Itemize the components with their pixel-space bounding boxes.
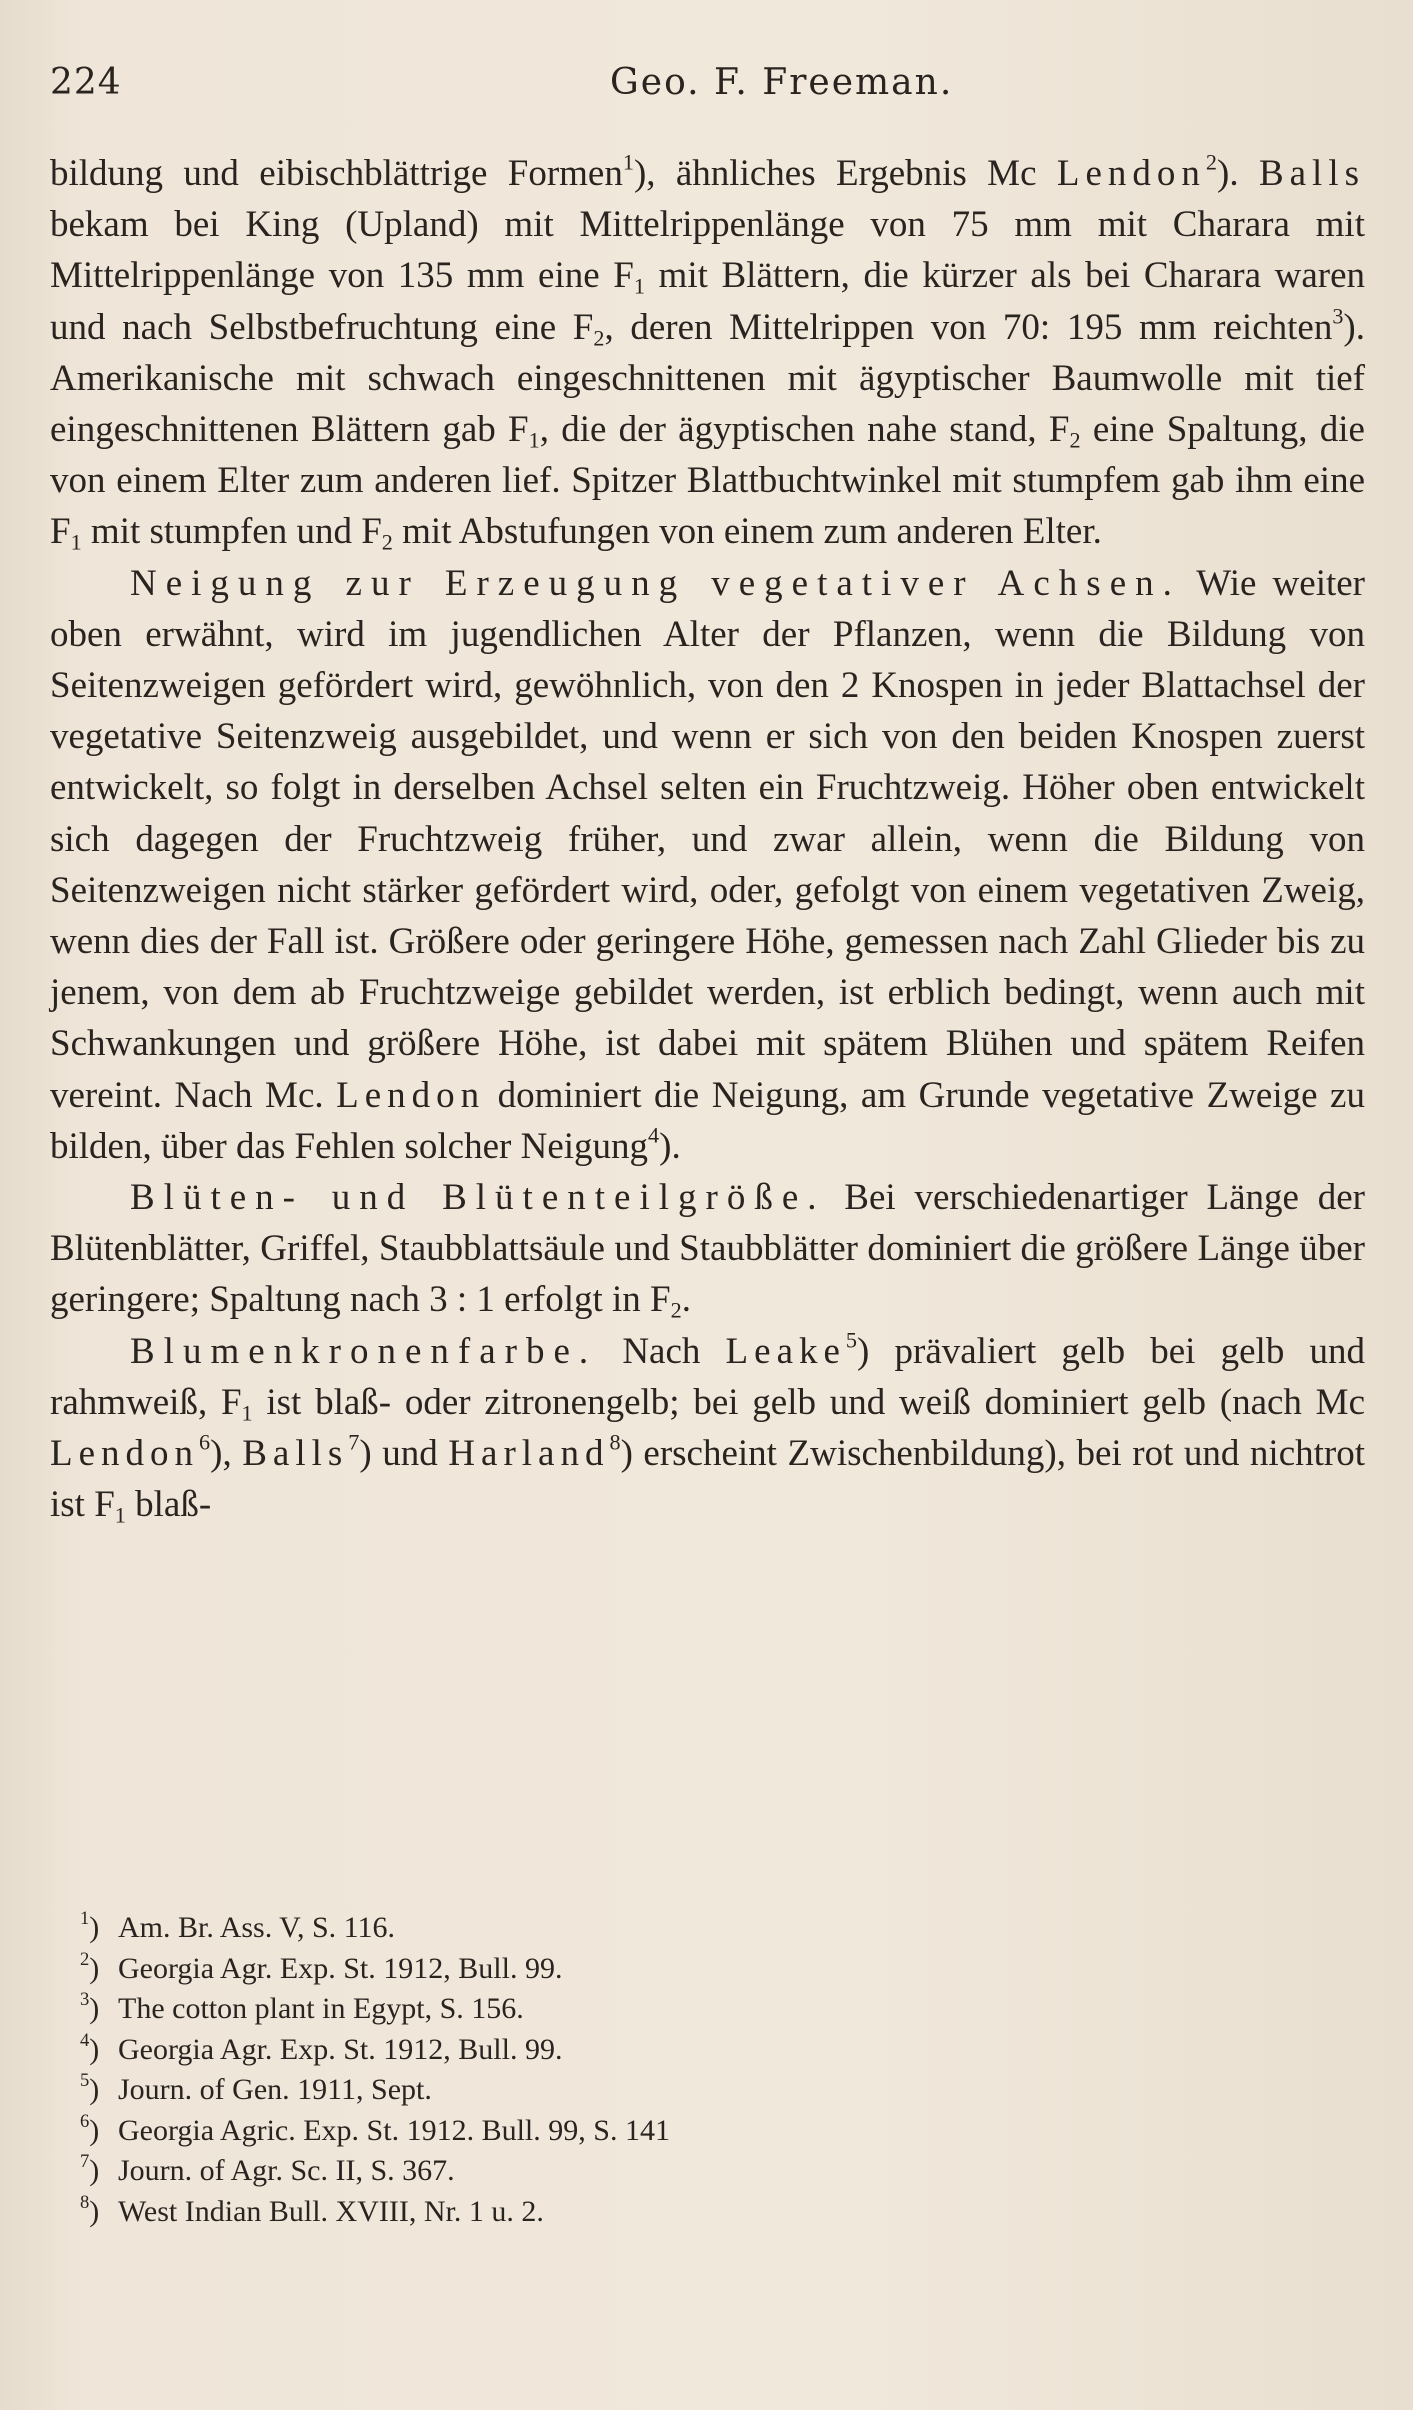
text-run: eine Spaltung, die von einem Elter zum anderen lief. Spitzer Blattbuchtwinkel mit stumpfem gab ihm eine F — [50, 409, 1365, 553]
footnote-text: Georgia Agr. Exp. St. 1912, Bull. 99. — [118, 2032, 563, 2066]
footnote-number: 7 — [80, 2150, 90, 2172]
subscript: 1 — [114, 1502, 126, 1528]
page-number: 224 — [50, 62, 122, 103]
text-run: dominiert die Neigung, am Grunde vegetative Zweige zu bilden, über das Fehlen solcher Neigung — [50, 1074, 1365, 1167]
author-name: Balls — [242, 1433, 349, 1475]
text-run: ). — [659, 1125, 681, 1167]
paragraph-corolla-color — [50, 1326, 1365, 1531]
author-name: Leake — [725, 1330, 846, 1372]
footnote: $^7$) Journ. of Agr. Sc. II, S. 367. — [80, 2150, 455, 2187]
footnote-text: Journ. of Agr. Sc. II, S. 367. — [118, 2154, 455, 2187]
footnote-ref: 1 — [622, 149, 634, 175]
footnote-text: Georgia Agr. Exp. St. 1912, Bull. 99. — [118, 1951, 563, 1985]
paragraph-flower-size — [50, 1172, 1365, 1326]
paragraph-leaf-shape — [50, 148, 1365, 558]
footnote: $^2$) Georgia Agr. Exp. St. 1912, Bull. 99. — [80, 1948, 563, 1985]
page-header — [50, 62, 1340, 122]
body-text — [50, 148, 1365, 1530]
text-run: , die der ägyptischen nahe stand, F — [539, 409, 1070, 451]
text-run: ) erscheint Zwischenbildung), bei rot und nichtrot ist F — [50, 1433, 1366, 1526]
footnote-ref: 3 — [1332, 303, 1344, 329]
footnote-number: 4 — [80, 2029, 90, 2051]
section-heading: Neigung zur Erzeugung vegetativer Achsen. — [130, 562, 1181, 604]
paragraph-vegetative-axes — [50, 558, 1365, 1172]
footnote-text: Journ. of Gen. 1911, Sept. — [118, 2073, 432, 2106]
footnote-number: 6 — [80, 2110, 90, 2132]
author-name: Balls — [1258, 153, 1365, 194]
text-run: Wie weiter oben erwähnt, wird im jugendlichen Alter der Pflanzen, wenn die Bildung von Seitenzweigen gefördert wird, gewöhnlich, von den 2 Knospen in jeder Blattachsel der vegetative Seitenzweig ausgebildet, und wenn er sich von den beiden Knospen zuerst entwickelt, so folgt in derselben Achsel selten ein Fruchtzweig. Höher oben entwickelt sich dagegen der Fruchtzweig früher, und zwar allein, wenn die Bildung von Seitenzweigen nicht stärker gefördert wird, oder, gefolgt von einem vegetativen Zweig, wenn dies der Fall ist. Größere oder geringere Höhe, gemessen nach Zahl Glieder bis zu jenem, von dem ab Fruchtzweige gebildet werden, ist erblich bedingt, wenn auch mit Schwankungen und größere Höhe, ist dabei mit spätem Blühen und spätem Reifen vereint. Nach Mc. — [50, 562, 1365, 1116]
footnote-text: Georgia Agric. Exp. St. 1912. Bull. 99, S. 141 — [118, 2113, 670, 2147]
footnotes — [80, 1908, 1330, 2232]
subscript: 1 — [70, 530, 82, 556]
footnote-text: West Indian Bull. XVIII, Nr. 1 u. 2. — [118, 2194, 544, 2228]
footnote-text: Am. Br. Ass. V, S. 116. — [118, 1911, 396, 1944]
footnote-number: 2 — [80, 1948, 90, 1970]
author-name: Harland — [448, 1433, 610, 1475]
text-run: Nach — [597, 1330, 726, 1372]
text-run: ) prävaliert gelb bei gelb und rahmweiß, F — [50, 1330, 1365, 1423]
subscript: 1 — [633, 274, 645, 300]
footnote-ref: 6 — [199, 1429, 211, 1455]
footnote-number: 3 — [80, 1988, 90, 2010]
text-run: ), — [210, 1433, 243, 1475]
author-name: Lendon — [1056, 153, 1206, 194]
subscript: 2 — [593, 325, 605, 351]
subscript: 1 — [528, 427, 540, 453]
subscript: 1 — [241, 1400, 253, 1426]
footnote: $^6$) Georgia Agric. Exp. St. 1912. Bull. 99, S. 141 — [80, 2110, 670, 2147]
footnote-ref: 5 — [845, 1327, 858, 1353]
footnote: $^5$) Journ. of Gen. 1911, Sept. — [80, 2069, 432, 2106]
footnote-ref: 4 — [648, 1122, 660, 1148]
text-run: mit Abstufungen von einem zum anderen Elter. — [392, 511, 1102, 553]
text-run: ) und — [359, 1433, 449, 1475]
running-title: Geo. F. Freeman. — [610, 62, 954, 103]
footnote: $^8$) West Indian Bull. XVIII, Nr. 1 u. 2. — [80, 2191, 544, 2228]
text-run: bildung und eibischblättrige Formen — [50, 153, 623, 194]
footnote: $^1$) Am. Br. Ass. V, S. 116. — [80, 1907, 396, 1944]
footnote: $^4$) Georgia Agr. Exp. St. 1912, Bull. 99. — [80, 2029, 563, 2066]
author-name: Lendon — [50, 1433, 200, 1475]
subscript: 2 — [381, 530, 393, 556]
text-run: ), ähnliches Ergebnis Mc — [633, 153, 1057, 194]
footnote-number: 1 — [80, 1907, 90, 1929]
text-run: ). — [1217, 153, 1259, 194]
footnote-ref: 7 — [348, 1429, 360, 1455]
text-run: , deren Mittelrippen von 70: 195 mm reichten — [604, 306, 1333, 348]
footnote-number: 5 — [80, 2069, 90, 2091]
text-run: . — [681, 1279, 691, 1321]
text-run: bekam bei King (Upland) mit Mittelrippenlänge von 75 mm mit Charara mit Mittelrippenlänge von 135 mm eine F — [50, 204, 1365, 297]
subscript: 2 — [1069, 427, 1081, 453]
subscript: 2 — [670, 1298, 682, 1324]
text-run: blaß- — [125, 1484, 212, 1526]
text-run: mit stumpfen und F — [81, 511, 382, 553]
footnote-ref: 8 — [609, 1429, 621, 1455]
footnote-number: 8 — [80, 2191, 90, 2213]
section-heading: Blüten- und Blütenteilgröße. — [130, 1177, 826, 1219]
text-run: Bei verschiedenartiger Länge der Blütenblätter, Griffel, Staubblattsäule und Staubblätter dominiert die größere Länge über geringere; Spaltung nach 3 : 1 erfolgt in F — [50, 1177, 1365, 1321]
footnote-ref: 2 — [1205, 149, 1217, 175]
footnote-text: The cotton plant in Egypt, S. 156. — [118, 1992, 524, 2025]
text-run: ist blaß- oder zitronengelb; bei gelb und weiß dominiert gelb (nach Mc — [252, 1381, 1365, 1423]
section-heading: Blumenkronenfarbe. — [130, 1330, 598, 1372]
footnote: $^3$) The cotton plant in Egypt, S. 156. — [80, 1988, 524, 2025]
author-name: Lendon — [336, 1074, 486, 1116]
text-run: mit Blättern, die kürzer als bei Charara waren und nach Selbstbefruchtung eine F — [50, 255, 1365, 348]
text-run: ). Amerikanische mit schwach eingeschnittenen mit ägyptischer Baumwolle mit tief eingeschnittenen Blättern gab F — [50, 306, 1365, 451]
